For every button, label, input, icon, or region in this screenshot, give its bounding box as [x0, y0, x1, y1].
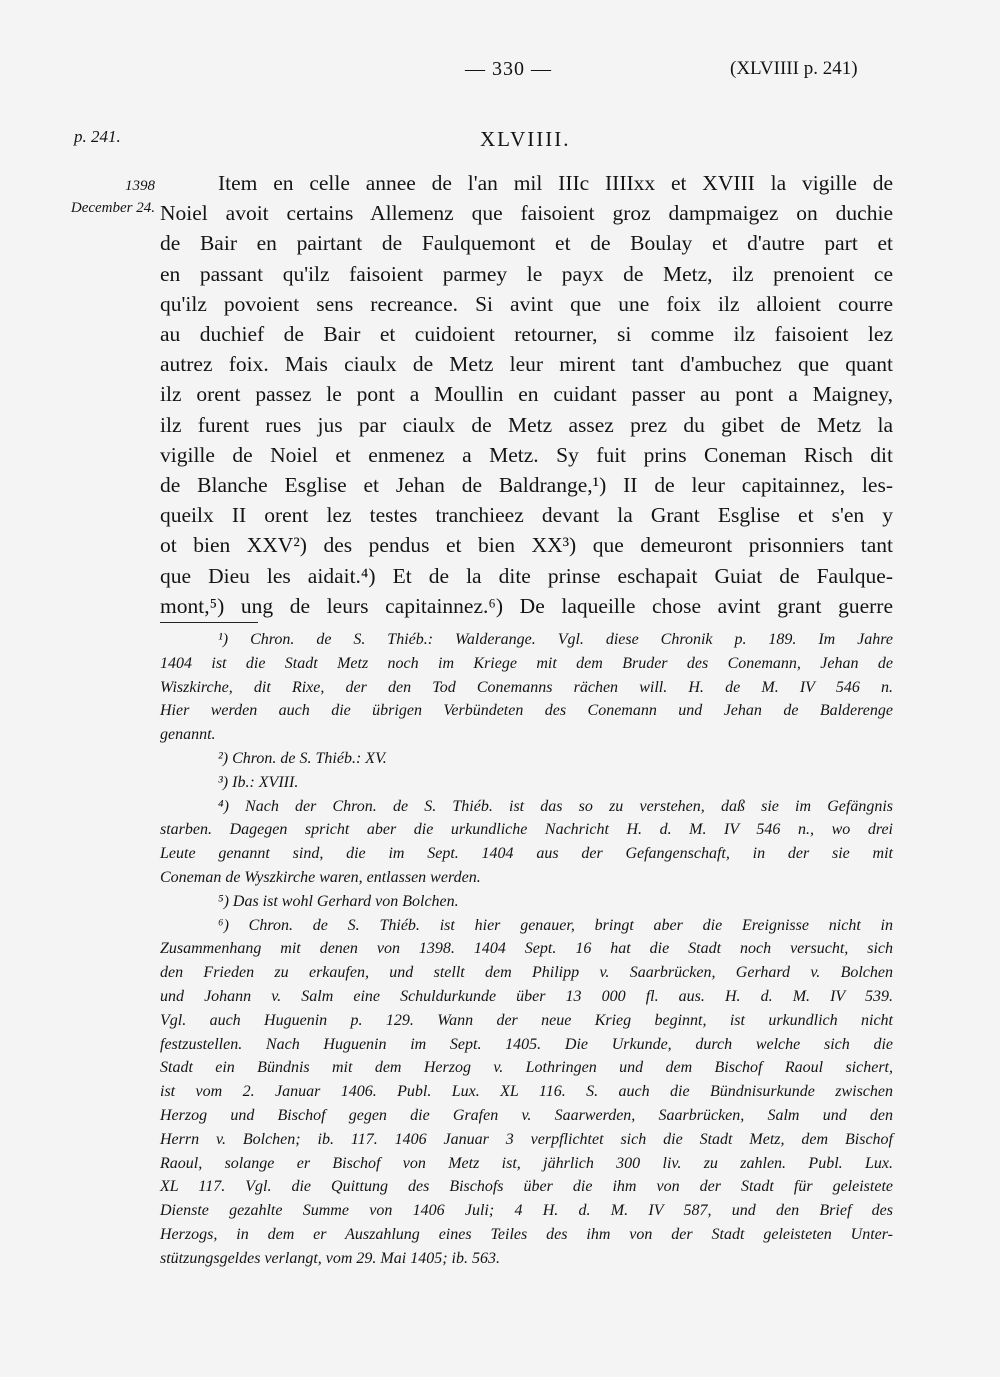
body-line: que Dieu les aidait.⁴) Et de la dite prinse eschapait Guiat de Faulque-: [160, 563, 893, 588]
footnote-line: Stadt ein Bündnis mit dem Herzog v. Lothringen und dem Bischof Raoul sichert,: [160, 1059, 893, 1077]
body-line: autrez foix. Mais ciaulx de Metz leur mirent tant d'ambuchez que quant: [160, 352, 893, 377]
body-line: ot bien XXV²) des pendus et bien XX³) que demeuront prisonniers tant: [160, 533, 893, 558]
body-line: Item en celle annee de l'an mil IIIc IIIIxx et XVIII la vigille de: [218, 171, 893, 195]
footnote-6: [160, 914, 893, 1271]
footnote-line: festzustellen. Nach Huguenin im Sept. 1405. Die Urkunde, durch welche sich die: [160, 1035, 893, 1053]
body-line: de Bair en pairtant de Faulquemont et de Boulay et d'autre part et: [160, 231, 893, 256]
footnote-line: ist vom 2. Januar 1406. Publ. Lux. XL 116. S. auch die Bündnisurkunde zwischen: [160, 1083, 893, 1101]
footnote-2: [160, 747, 893, 771]
body-line: en passant qu'ilz faisoient parmey le payx de Metz, ilz prenoient ce: [160, 261, 893, 286]
footnote-line: ³) Ib.: XVIII.: [218, 773, 299, 791]
footnote-3: [160, 771, 893, 795]
footnote-line: XL 117. Vgl. die Quittung des Bischofs über die ihm von der Stadt für geleistete: [160, 1178, 893, 1196]
footnote-line: den Frieden zu erkaufen, und stellt dem Philipp v. Saarbrücken, Gerhard v. Bolchen: [160, 964, 893, 982]
body-line: mont,⁵) ung de leurs capitainnez.⁶) De laqueille chose avint grant guerre: [160, 593, 893, 618]
footnote-line: ⁶) Chron. de S. Thiéb. ist hier genauer, bringt aber die Ereignisse nicht in: [218, 916, 893, 934]
body-line: ilz orent passez le pont a Moullin en cuidant passer au pont a Maigney,: [160, 382, 893, 407]
footnote-line: 1404 ist die Stadt Metz noch im Kriege mit dem Bruder des Conemann, Jehan de: [160, 654, 893, 672]
footnote-line: stützungsgeldes verlangt, vom 29. Mai 1405; ib. 563.: [160, 1249, 500, 1267]
body-line: vigille de Noiel et enmenez a Metz. Sy fuit prins Coneman Risch dit: [160, 442, 893, 467]
footnote-5: [160, 890, 893, 914]
body-text: [160, 168, 893, 621]
body-line: au duchief de Bair et cuidoient retourner, si comme ilz faisoient lez: [160, 322, 893, 347]
footnote-line: und Johann v. Salm eine Schuldurkunde über 13 000 fl. aus. H. d. M. IV 539.: [160, 987, 893, 1005]
chapter-title: XLVIIII.: [480, 127, 571, 151]
footnote-line: ²) Chron. de S. Thiéb.: XV.: [218, 749, 387, 767]
footnote-line: Herzogs, in dem er Auszahlung eines Teiles des ihm von der Stadt geleisteten Unter-: [160, 1225, 893, 1243]
body-line: queilx II orent lez testes tranchieez devant la Grant Esglise et s'en y: [160, 503, 893, 528]
page-number: — 330 —: [465, 58, 552, 80]
footnote-line: genannt.: [160, 726, 216, 744]
margin-date-year: 1398: [125, 178, 155, 194]
footnote-4: [160, 795, 893, 890]
footnote-line: ⁵) Das ist wohl Gerhard von Bolchen.: [218, 892, 459, 910]
footnote-line: Leute genannt sind, die im Sept. 1404 aus der Gefangenschaft, in der sie mit: [160, 845, 893, 863]
body-line: Noiel avoit certains Allemenz que faisoient groz dampmaigez on duchie: [160, 201, 893, 226]
footnote-divider: [160, 622, 258, 623]
footnote-line: Coneman de Wyszkirche waren, entlassen werden.: [160, 868, 481, 886]
footnote-line: Dienste gezahlte Summe von 1406 Juli; 4 H. d. M. IV 587, und den Brief des: [160, 1202, 893, 1220]
footnote-line: Herzog und Bischof gegen die Grafen v. Saarwerden, Saarbrücken, Salm und den: [160, 1106, 893, 1124]
footnote-line: ⁴) Nach der Chron. de S. Thiéb. ist das so zu verstehen, daß sie im Gefängnis: [218, 797, 893, 815]
page-reference: (XLVIIII p. 241): [730, 58, 858, 79]
body-line: qu'ilz povoient sens recreance. Si avint que une foix ilz alloient courre: [160, 291, 893, 316]
footnote-line: Zusammenhang mit denen von 1398. 1404 Sept. 16 hat die Stadt noch versucht, sich: [160, 940, 893, 958]
footnote-line: Hier werden auch die übrigen Verbündeten des Conemann und Jehan de Balderenge: [160, 702, 893, 720]
footnote-line: Vgl. auch Huguenin p. 129. Wann der neue Krieg beginnt, ist urkundlich nicht: [160, 1011, 893, 1029]
footnotes: [160, 628, 893, 1271]
body-line: ilz furent rues jus par ciaulx de Metz assez prez du gibet de Metz la: [160, 412, 893, 437]
margin-date: [40, 175, 155, 219]
body-line: de Blanche Esglise et Jehan de Baldrange,¹) II de leur capitainnez, les-: [160, 473, 893, 498]
footnote-line: Wiszkirche, dit Rixe, der den Tod Conemanns rächen will. H. de M. IV 546 n.: [160, 678, 893, 696]
margin-page-ref: p. 241.: [74, 127, 121, 146]
margin-date-day: December 24.: [70, 200, 155, 216]
footnote-line: ¹) Chron. de S. Thiéb.: Walderange. Vgl. diese Chronik p. 189. Im Jahre: [218, 631, 893, 648]
footnote-1: [160, 628, 893, 747]
footnote-line: starben. Dagegen spricht aber die urkundliche Nachricht H. d. M. IV 546 n., wo drei: [160, 821, 893, 839]
footnote-line: Raoul, solange er Bischof von Metz ist, jährlich 300 liv. zu zahlen. Publ. Lux.: [160, 1154, 893, 1172]
footnote-line: Herrn v. Bolchen; ib. 117. 1406 Januar 3 verpflichtet sich die Stadt Metz, dem Bischof: [160, 1130, 893, 1148]
